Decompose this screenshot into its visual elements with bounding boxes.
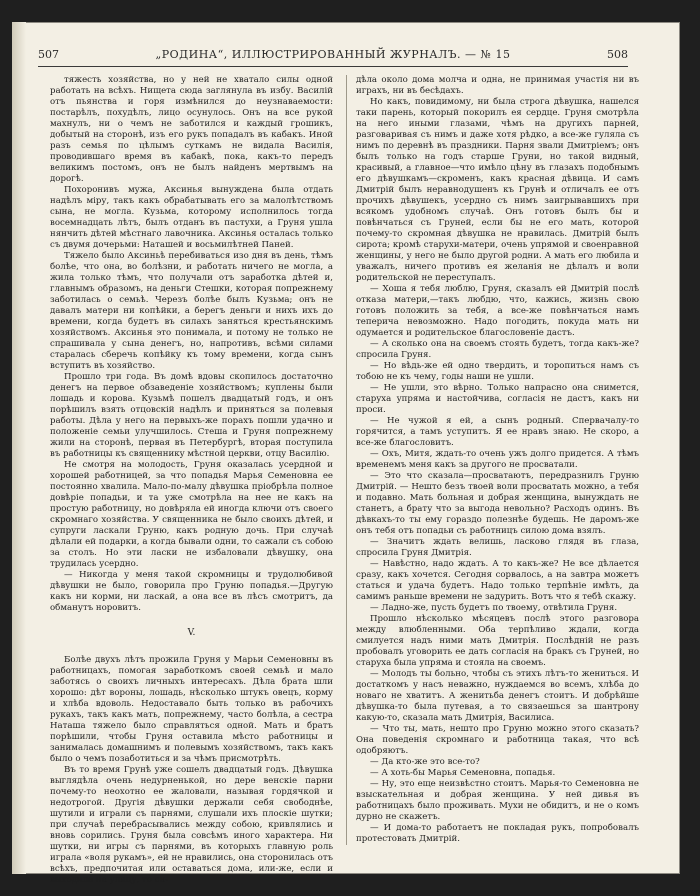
paragraph: — И дома-то работаетъ не покладая рукъ, попробовалъ протестовать Дмитрій. bbox=[356, 823, 639, 844]
paragraph: — Это что сказала—просватаютъ, передразнилъ Груню Дмитрій. — Нешто безъ твоей воли просватать можно, а тебя и подавно. Мать больная и добрая женщина, вынуждать не станетъ, а брату что за выгода невольно? Расходъ одинъ. Въ дѣвкахъ-то ты ему гораздо полезнѣе будешь. Не даромъ-же онъ тебя отъ попадьи съ работницъ силою дома взялъ. bbox=[356, 471, 639, 536]
book-spine-shadow bbox=[12, 22, 26, 874]
paragraph: Но какъ, повидимому, ни была строга дѣвушка, нашелся таки парень, который покорилъ ея сердце. Груня смотрѣла на него иными глазами, чѣмъ на другихъ парней, разговаривая съ нимъ и даже хотя рѣдко, а все-же гуляла съ нимъ по деревнѣ въ праздники. Парня звали Дмитріемъ; онъ былъ только на годъ старше Груни, но такой видный, красивый, а главное—что имѣло цѣну въ глазахъ подобнымъ его дѣвушкамъ—скроменъ, какъ красная дѣвица. И самъ Дмитрій былъ неравнодушенъ къ Грунѣ и отличалъ ее отъ прочихъ дѣвушекъ, усердно съ нимъ заигрывавшихъ при всякомъ удобномъ случаѣ. Онъ готовъ былъ бы и повѣнчаться съ Груней, если бы не его мать, которой почему-то скромная дѣвушка не нравилась. Дмитрій былъ сирота; кромѣ старухи-матери, очень упрямой и своенравной женщины, у него не было другой родни. А мать его любила и уважалъ, ничего противъ ея желанія не дѣлалъ и воли родительской не переступалъ. bbox=[356, 97, 639, 283]
page-number-left: 507 bbox=[38, 48, 59, 61]
paragraph: Прошло нѣсколько мѣсяцевъ послѣ этого разговора между влюбленными. Оба терпѣливо ждали, когда смилуется надъ ними мать Дмитрія. Послѣдній не разъ пробовалъ уговорить ее дать согласія на бракъ съ Груней, но старуха была упряма и стояла на своемъ. bbox=[356, 614, 639, 668]
journal-title: „РОДИНА“, ИЛЛЮСТРИРОВАННЫЙ ЖУРНАЛЪ. — № 15 bbox=[155, 48, 511, 61]
paragraph: — Ладно-же, пусть будетъ по твоему, отвѣтила Груня. bbox=[370, 603, 618, 613]
paragraph: Болѣе двухъ лѣтъ прожила Груня у Марьи Семеновны въ работницахъ, помогая заработкомъ своей семьѣ и мало заботясь о своихъ личныхъ интересахъ. Дѣла брата шли хорошо: дѣт вороны, лошадь, нѣсколько штукъ овецъ, корму и хлѣба вдоволь. Недоставало быть только въ рабочихъ рукахъ, такъ какъ мать, попрежнему, часто болѣла, а сестра Наташа тяжело было справляться одной. Мать и братъ порѣшили, чтобы Груня оставила мѣсто работницы и занималась домашнимъ и полевымъ хозяйствомъ, такъ какъ было о чемъ позаботиться и за чѣмъ присмотрѣть. bbox=[50, 655, 333, 764]
paragraph: дѣла около дома молча и одна, не принимая участія ни въ играхъ, ни въ бесѣдахъ. bbox=[356, 75, 639, 96]
page-number-right: 508 bbox=[607, 48, 628, 61]
section-number: V. bbox=[187, 628, 196, 638]
paragraph: Похоронивъ мужа, Аксинья вынуждена была отдать надѣлъ міру, такъ какъ обрабатывать его за малолѣтствомъ сына, не могла. Кузьма, которому исполнилось тогда восемнадцать лѣтъ, былъ отданъ въ пастухи, а Груня ушла нянчить дѣтей мѣстнаго лавочника. Аксинья осталась только съ двумя дочерьми: Наташей и восьмилѣтней Паней. bbox=[50, 185, 333, 250]
paragraph: — Но вѣдь-же ей одно твердить, и торопиться намъ съ тобою не къ чему, годы наши не ушли. bbox=[356, 361, 639, 382]
paragraph: — Да кто-же это все-то? bbox=[370, 757, 480, 767]
paragraph: — Ну, это еще неизвѣстно стоитъ. Марья-то Семеновна не взыскательная и добрая женщина. У ней дивья въ работницахъ было проживать. Мухи не обидитъ, и не о комъ дурно не скажетъ. bbox=[356, 779, 639, 822]
paragraph: Не смотря на молодость, Груня оказалась усердной и хорошей работницей, за что попадья Марья Семеновна ее постоянно хвалила. Мало-по-малу дѣвушка пріобрѣла полное довѣріе попадьи, и та уже смотрѣла на нее не какъ на простую работницу, но довѣряла ей иногда ключи отъ своего скромнаго хозяйства. У священника не было своихъ дѣтей, и супруги ласкали Груню, какъ родную дочь. При случаѣ дѣлали ей подарки, а когда бывали одни, то сажали съ собою за столъ. Но эти ласки не избаловали дѣвушку, она трудилась усердно. bbox=[50, 460, 333, 569]
left-column bbox=[50, 75, 333, 885]
paragraph: — А хоть-бы Марья Семеновна, попадья. bbox=[370, 768, 556, 778]
paragraph: Въ то время Грунѣ уже сошелъ двадцатый годъ. Дѣвушка выглядѣла очень недурненькой, но дере венскіе парни почему-то неохотно ее жаловали, называя гордячкой и недотрогой. Другія дѣвушки держали себя свободнѣе, шутили и играли съ парнями, слушали ихъ плоскіе шутки; при случаѣ перебрасывались между собою, кривлялись и вновь сорились. Груня была совсѣмъ иного характера. Ни шутки, ни игры съ парнями, въ которыхъ главную роль играла «воля рукамъ», ей не нравились, она сторонилась отъ всѣхъ, предпочитая или оставаться дома, или-же, если и выходила на улицу, то си- bbox=[50, 765, 333, 885]
paragraph: — Навѣстно, надо ждать. А то какъ-же? Не все дѣлается сразу, какъ хочется. Сегодня сорвалось, а на завтра можетъ статься и удача будетъ. Надо только терпѣніе имѣть, да самимъ раньше времени не задурить. Вотъ что я тебѣ скажу. bbox=[356, 559, 639, 602]
column-divider bbox=[346, 75, 347, 845]
paragraph: Тяжело было Аксиньѣ перебиваться изо дня въ день, тѣмъ болѣе, что она, во болѣзни, и работать ничего не могла, а жила только тѣмъ, что получали отъ заработка дѣтей и, главнымъ образомъ, на деньги Стешки, которая попрежнему заботилась о семьѣ. Черезъ болѣе былъ Кузьма; онъ не давалъ матери ни копѣйки, а берегъ деньги и нихъ ихъ до времени, когда будетъ въ силахъ заняться крестьянскимъ хозяйствомъ. Аксинья это понимала, и потому не только не спрашивала у сына денегъ, но, напротивъ, всѣми силами старалась сберечь копѣйку къ тому времени, когда сынъ вступитъ въ хозяйство. bbox=[50, 251, 333, 371]
paragraph: Прошло три года. Въ домѣ вдовы скопилось достаточно денегъ на первое обзаведеніе хозяйствомъ; куплены были лошадь и корова. Кузьмѣ пошелъ двадцатый годъ, и онъ порѣшилъ взять отцовскій надѣлъ и приняться за полевыя работы. Дѣла у него на первыхъ-же порахъ пошли удачно и положеніе семьи улучшилось. Стеша и Груня попрежнему жили на сторонѣ, первая въ Петербургѣ, вторая поступила въ работницы къ священнику мѣстной церкви, отцу Василію. bbox=[50, 372, 333, 459]
paragraph: — Не ушли, это вѣрно. Только напрасно она снимется, старуха упряма и настойчива, согласія не дастъ, какъ ни проси. bbox=[356, 383, 639, 415]
paragraph: — Не чужой я ей, а сынъ родный. Спервачалу-то горячится, а тамъ уступитъ. Я ее нравъ знаю. Не скоро, а все-же благословитъ. bbox=[356, 416, 639, 448]
paragraph: — Никогда у меня такой скромницы и трудолюбивой дѣвушки не было, говорила про Груню попадья.—Другую какъ ни корми, ни ласкай, а она все въ лѣсъ смотритъ, да обманутъ норовитъ. bbox=[50, 570, 333, 613]
paragraph: — Значитъ ждать велишь, ласково глядя въ глаза, спросила Груня Дмитрія. bbox=[356, 537, 639, 558]
paragraph: — Молодъ ты больно, чтобы съ этихъ лѣтъ-то жениться. И достаткомъ у насъ неважно, нуждаемся во всемъ, хлѣба до новаго не хватитъ. А женитьба денегъ стоитъ. И добрѣйше дѣвушка-то была путевая, а то связаешься за шантрону какую-то, сказала мать Дмитрія, Василиса. bbox=[356, 669, 639, 723]
paragraph: — Хоша я тебя люблю, Груня, сказалъ ей Дмитрій послѣ отказа матери,—такъ любдю, что, кажись, жизнь свою готовъ положить за тебя, а все-же повѣнчаться намъ теперича невозможно. Надо погодить, покуда мать ни одумается и родительское благословеніе дастъ. bbox=[356, 284, 639, 338]
right-column bbox=[356, 75, 639, 855]
paragraph: — А сколько она на своемъ стоять будетъ, тогда какъ-же? спросила Груня. bbox=[356, 339, 639, 360]
paragraph: — Охъ, Митя, ждать-то очень ужъ долго придется. А тѣмъ временемъ меня какъ за другого не просватали. bbox=[356, 449, 639, 470]
paragraph: — Что ты, мать, нешто про Груню можно этого сказать? Она поведенія скромнаго и работница такая, что всѣ одобряютъ. bbox=[356, 724, 639, 756]
paragraph: тяжесть хозяйства, но у ней не хватало силы одной работать на всѣхъ. Нищета сюда заглянула въ избу. Василій отъ пьянства и горя измѣнился до неузнаваемости: постарѣлъ, похудѣлъ, лицо осунулось. Онъ на все рукой махнулъ, ни о чемъ не заботился и каждый грошикъ, добытый на сторонѣ, изъ его рукъ попадалъ въ кабакъ. Иной разъ семья по цѣлымъ суткамъ не видала Василія, проводившаго время въ кабакѣ, пока, какъ-то передъ великимъ постомъ, онъ не былъ найденъ мертвымъ на дорогѣ. bbox=[50, 75, 333, 184]
running-header bbox=[38, 48, 628, 67]
